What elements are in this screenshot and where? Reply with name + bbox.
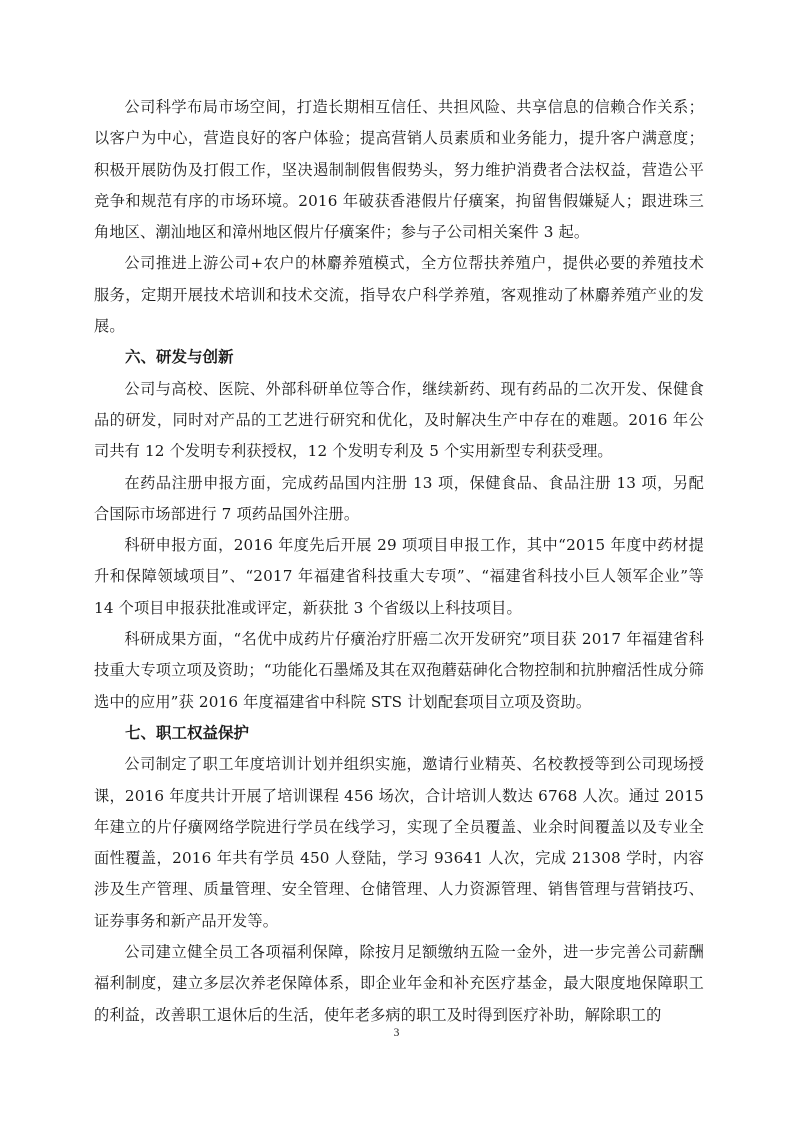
paragraph-market-layout: 公司科学布局市场空间，打造长期相互信任、共担风险、共享信息的信赖合作关系；以客户为中心，营造良好的客户体验；提高营销人员素质和业务能力，提升客户满意度；积极开展防伪及打假工作，坚决遏制制假售假势头，努力维护消费者合法权益，营造公平竞争和规范有序的市场环境。2016 年破获香港假片仔癀案，拘留售假嫌疑人；跟进珠三角地区、潮汕地区和漳州地区假片仔癀案件；参与子公司相关案件 3 起。 [94, 98, 704, 242]
section-heading-employee-rights: 七、职工权益保护 [125, 723, 250, 742]
paragraph-employee-training: 公司制定了职工年度培训计划并组织实施，邀请行业精英、名校教授等到公司现场授课，2016 年度共计开展了培训课程 456 场次，合计培训人数达 6768 人次。通过 2015 年建立的片仔癀网络学院进行学员在线学习，实现了全员覆盖、业余时间覆盖以及专业全面性覆盖，2016 年共有学员 450 人登陆，学习 93641 人次，完成 21308 学时，内容涉及生产管理、质量管理、安全管理、仓储管理、人力资源管理、销售管理与营销技巧、证券事务和新产品开发等。 [94, 755, 704, 930]
section-heading-rd-innovation: 六、研发与创新 [125, 348, 234, 367]
paragraph-rd-cooperation: 公司与高校、医院、外部科研单位等合作，继续新药、现有药品的二次开发、保健食品的研发，同时对产品的工艺进行研究和优化，及时解决生产中存在的难题。2016 年公司共有 12 个发明专利获授权，12 个发明专利及 5 个实用新型专利获受理。 [94, 379, 704, 461]
paragraph-musk-deer-farming: 公司推进上游公司+农户的林麝养殖模式，全方位帮扶养殖户，提供必要的养殖技术服务，定期开展技术培训和技术交流，指导农户科学养殖，客观推动了林麝养殖产业的发展。 [94, 254, 704, 336]
paragraph-employee-welfare: 公司建立健全员工各项福利保障，除按月足额缴纳五险一金外，进一步完善公司薪酬福利制度，建立多层次养老保障体系，即企业年金和补充医疗基金，最大限度地保障职工的利益，改善职工退休后的生活，使年老多病的职工及时得到医疗补助，解除职工的 [94, 943, 704, 1024]
paragraph-research-results: 科研成果方面，“名优中成药片仔癀治疗肝癌二次开发研究”项目获 2017 年福建省科技重大专项立项及资助；“功能化石墨烯及其在双孢蘑菇砷化合物控制和抗肿瘤活性成分筛选中的应用”获 2016 年度福建省中科院 STS 计划配套项目立项及资助。 [94, 630, 704, 711]
paragraph-research-applications: 科研申报方面，2016 年度先后开展 29 项项目申报工作，其中“2015 年度中药材提升和保障领域项目”、“2017 年福建省科技重大专项”、“福建省科技小巨人领军企业”等 14 个项目申报获批准或评定，新获批 3 个省级以上科技项目。 [94, 536, 704, 617]
paragraph-drug-registration: 在药品注册申报方面，完成药品国内注册 13 项，保健食品、食品注册 13 项，另配合国际市场部进行 7 项药品国外注册。 [94, 473, 704, 523]
document-body [94, 92, 704, 1031]
page-number: 3 [393, 1027, 400, 1039]
